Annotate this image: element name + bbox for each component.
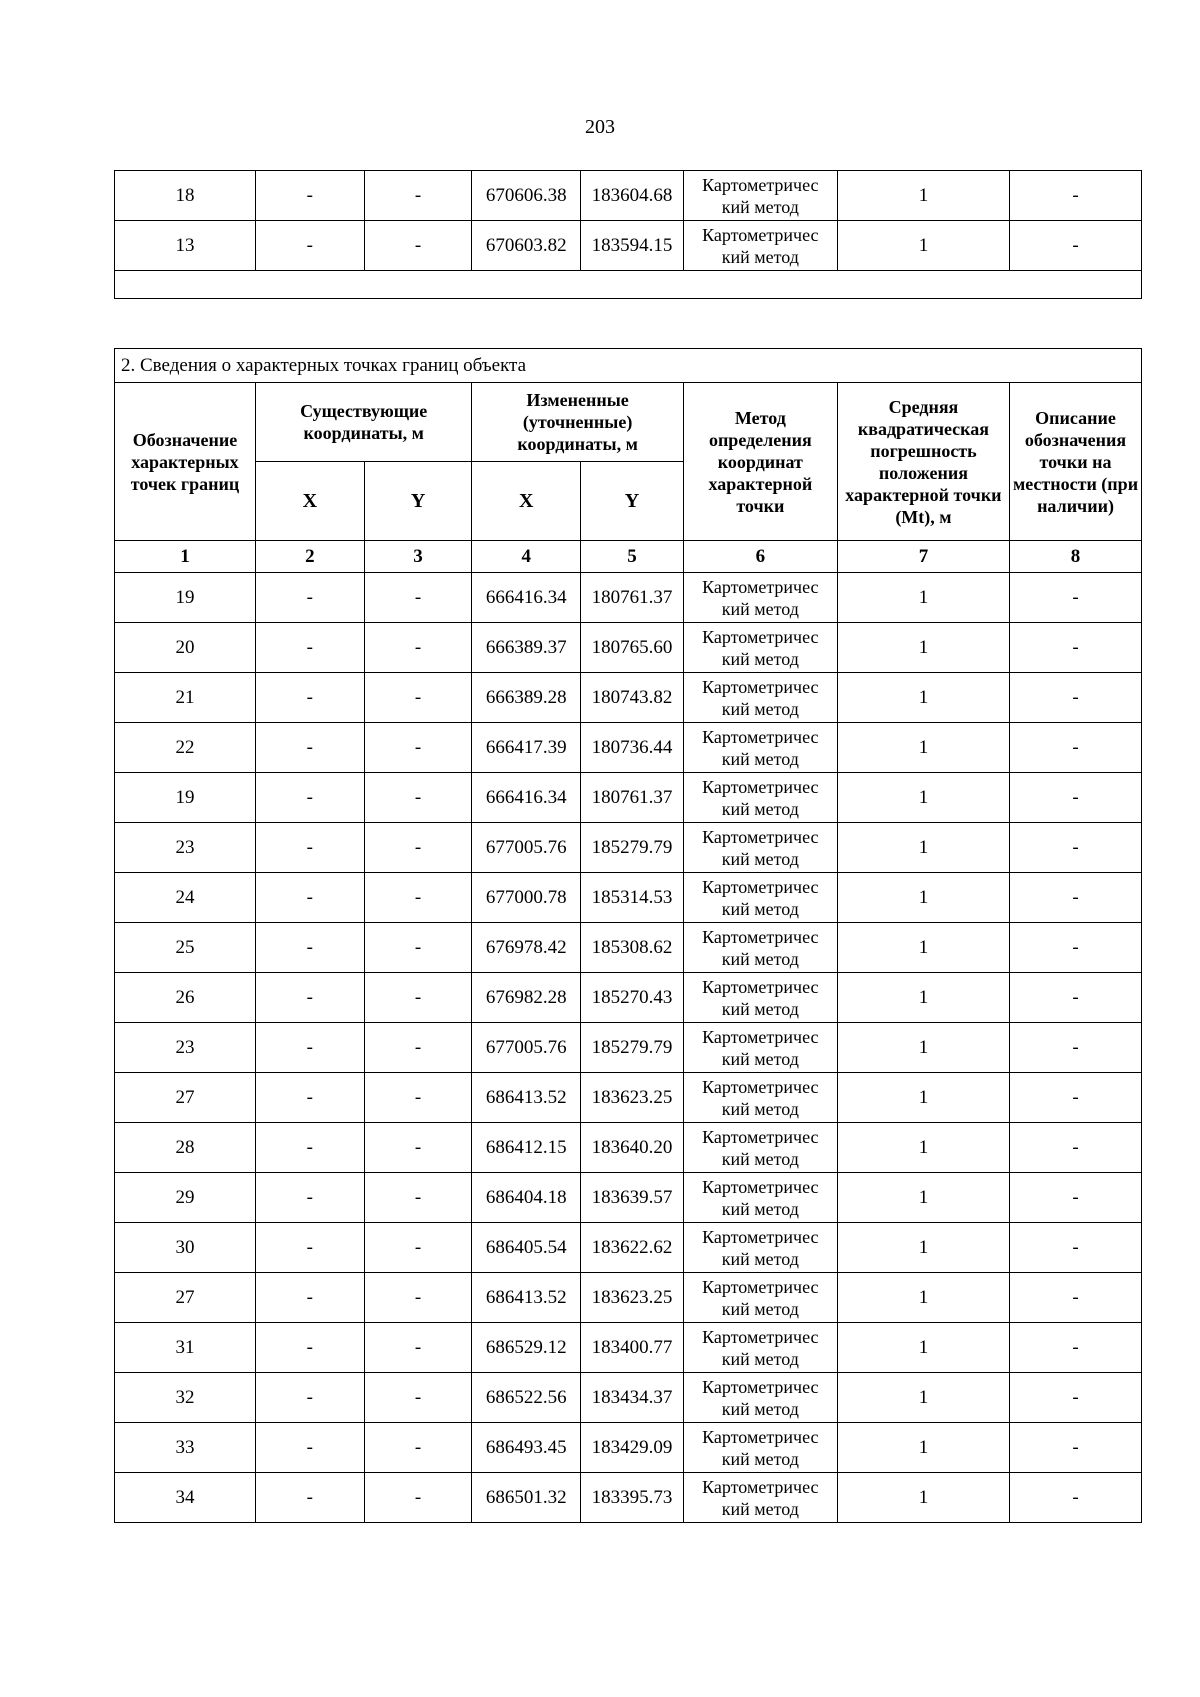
- table-row: [115, 1273, 1142, 1323]
- method-line: Картометричес: [702, 776, 819, 797]
- existing-y-cell: -: [364, 1423, 472, 1473]
- existing-y-cell: -: [364, 723, 472, 773]
- point-cell: 28: [115, 1123, 256, 1173]
- header-changed-coords: Измененные (уточненные) координаты, м: [472, 383, 683, 462]
- changed-y-cell: 185279.79: [581, 1023, 684, 1073]
- method-line: Картометричес: [702, 626, 819, 647]
- page-number: 203: [585, 116, 615, 138]
- table-row: [115, 723, 1142, 773]
- point-cell: 32: [115, 1373, 256, 1423]
- method-cell: [683, 773, 837, 823]
- existing-x-cell: -: [255, 1373, 364, 1423]
- method-line: кий метод: [721, 748, 799, 769]
- existing-x-cell: -: [255, 823, 364, 873]
- table-row: [115, 221, 1142, 271]
- changed-y-cell: 183622.62: [581, 1223, 684, 1273]
- existing-x-cell: -: [255, 1173, 364, 1223]
- method-cell: [683, 1373, 837, 1423]
- description-cell: -: [1010, 1473, 1142, 1523]
- existing-y-cell: -: [364, 1323, 472, 1373]
- existing-x-cell: -: [255, 573, 364, 623]
- continuation-empty-row: [115, 271, 1142, 299]
- description-cell: -: [1010, 873, 1142, 923]
- method-line: Картометричес: [702, 676, 819, 697]
- method-line: кий метод: [721, 898, 799, 919]
- header-changed-x: X: [472, 462, 581, 541]
- changed-y-cell: 183395.73: [581, 1473, 684, 1523]
- table-row: [115, 573, 1142, 623]
- existing-y-cell: -: [364, 773, 472, 823]
- existing-y-cell: -: [364, 1023, 472, 1073]
- description-cell: -: [1010, 1123, 1142, 1173]
- changed-x-cell: 686413.52: [472, 1273, 581, 1323]
- method-cell: [683, 623, 837, 673]
- method-line: кий метод: [721, 1348, 799, 1369]
- method-line: Картометричес: [702, 926, 819, 947]
- table-row: [115, 1423, 1142, 1473]
- existing-x-cell: -: [255, 873, 364, 923]
- changed-x-cell: 666417.39: [472, 723, 581, 773]
- point-cell: 29: [115, 1173, 256, 1223]
- existing-x-cell: -: [255, 1223, 364, 1273]
- existing-y-cell: -: [364, 1073, 472, 1123]
- changed-y-cell: 185308.62: [581, 923, 684, 973]
- method-cell: [683, 1173, 837, 1223]
- column-numbers-row: [115, 541, 1142, 573]
- method-cell: [683, 221, 837, 271]
- changed-x-cell: 666416.34: [472, 773, 581, 823]
- mean-error-cell: 1: [837, 1173, 1009, 1223]
- point-cell: 25: [115, 923, 256, 973]
- method-line: кий метод: [721, 598, 799, 619]
- description-cell: -: [1010, 1223, 1142, 1273]
- changed-x-cell: 686413.52: [472, 1073, 581, 1123]
- changed-x-cell: 686493.45: [472, 1423, 581, 1473]
- changed-x-cell: 666389.28: [472, 673, 581, 723]
- description-cell: -: [1010, 973, 1142, 1023]
- table-row: [115, 1323, 1142, 1373]
- header-mean-error: Средняя квадратическая погрешность положения характерной точки (Mt), м: [837, 383, 1009, 541]
- changed-y-cell: 183594.15: [581, 221, 684, 271]
- column-number: 1: [115, 541, 256, 573]
- mean-error-cell: 1: [837, 1073, 1009, 1123]
- point-cell: 19: [115, 773, 256, 823]
- table-row: [115, 1473, 1142, 1523]
- method-line: кий метод: [721, 1398, 799, 1419]
- existing-x-cell: -: [255, 1423, 364, 1473]
- description-cell: -: [1010, 1073, 1142, 1123]
- changed-y-cell: 180761.37: [581, 773, 684, 823]
- method-cell: [683, 873, 837, 923]
- header-changed-y: Y: [581, 462, 684, 541]
- method-line: кий метод: [721, 196, 799, 217]
- existing-y-cell: -: [364, 973, 472, 1023]
- changed-y-cell: 180761.37: [581, 573, 684, 623]
- table-row: [115, 1173, 1142, 1223]
- description-cell: -: [1010, 573, 1142, 623]
- changed-y-cell: 183623.25: [581, 1273, 684, 1323]
- method-line: Картометричес: [702, 976, 819, 997]
- changed-y-cell: 183640.20: [581, 1123, 684, 1173]
- changed-x-cell: 686501.32: [472, 1473, 581, 1523]
- method-cell: [683, 1123, 837, 1173]
- existing-x-cell: -: [255, 723, 364, 773]
- section-title: 2. Сведения о характерных точках границ объекта: [115, 349, 1142, 383]
- changed-x-cell: 676978.42: [472, 923, 581, 973]
- method-line: кий метод: [721, 698, 799, 719]
- method-cell: [683, 1073, 837, 1123]
- method-line: Картометричес: [702, 1026, 819, 1047]
- existing-y-cell: -: [364, 573, 472, 623]
- changed-y-cell: 183400.77: [581, 1323, 684, 1373]
- method-cell: [683, 823, 837, 873]
- method-line: кий метод: [721, 1098, 799, 1119]
- description-cell: -: [1010, 1023, 1142, 1073]
- boundary-points-table: [114, 348, 1142, 1523]
- table-row: [115, 923, 1142, 973]
- header-method: Метод определения координат характерной точки: [683, 383, 837, 541]
- point-cell: 21: [115, 673, 256, 723]
- existing-x-cell: -: [255, 1273, 364, 1323]
- changed-x-cell: 686404.18: [472, 1173, 581, 1223]
- section-title-row: [115, 349, 1142, 383]
- method-line: Картометричес: [702, 1126, 819, 1147]
- existing-y-cell: -: [364, 1473, 472, 1523]
- method-line: кий метод: [721, 998, 799, 1019]
- existing-y-cell: -: [364, 1123, 472, 1173]
- method-cell: [683, 1323, 837, 1373]
- existing-y-cell: -: [364, 171, 472, 221]
- existing-x-cell: -: [255, 673, 364, 723]
- mean-error-cell: 1: [837, 873, 1009, 923]
- method-line: кий метод: [721, 1298, 799, 1319]
- existing-y-cell: -: [364, 923, 472, 973]
- point-cell: 27: [115, 1073, 256, 1123]
- point-cell: 24: [115, 873, 256, 923]
- method-line: Картометричес: [702, 826, 819, 847]
- description-cell: -: [1010, 1323, 1142, 1373]
- point-cell: 20: [115, 623, 256, 673]
- mean-error-cell: 1: [837, 1423, 1009, 1473]
- changed-x-cell: 686412.15: [472, 1123, 581, 1173]
- changed-x-cell: 670603.82: [472, 221, 581, 271]
- description-cell: -: [1010, 1273, 1142, 1323]
- table-row: [115, 623, 1142, 673]
- description-cell: -: [1010, 171, 1142, 221]
- method-line: кий метод: [721, 1248, 799, 1269]
- existing-y-cell: -: [364, 1173, 472, 1223]
- existing-x-cell: -: [255, 973, 364, 1023]
- method-cell: [683, 673, 837, 723]
- point-cell: 34: [115, 1473, 256, 1523]
- table-row: [115, 1073, 1142, 1123]
- mean-error-cell: 1: [837, 673, 1009, 723]
- changed-x-cell: 670606.38: [472, 171, 581, 221]
- table-row: [115, 1373, 1142, 1423]
- header-existing-coords: Существующие координаты, м: [255, 383, 471, 462]
- method-line: Картометричес: [702, 1276, 819, 1297]
- existing-x-cell: -: [255, 623, 364, 673]
- point-cell: 30: [115, 1223, 256, 1273]
- mean-error-cell: 1: [837, 623, 1009, 673]
- existing-y-cell: -: [364, 221, 472, 271]
- point-cell: 22: [115, 723, 256, 773]
- method-cell: [683, 573, 837, 623]
- continuation-table: [114, 170, 1142, 299]
- changed-y-cell: 183434.37: [581, 1373, 684, 1423]
- mean-error-cell: 1: [837, 1023, 1009, 1073]
- existing-y-cell: -: [364, 873, 472, 923]
- existing-y-cell: -: [364, 1223, 472, 1273]
- description-cell: -: [1010, 1173, 1142, 1223]
- mean-error-cell: 1: [837, 1323, 1009, 1373]
- mean-error-cell: 1: [837, 1273, 1009, 1323]
- changed-x-cell: 666389.37: [472, 623, 581, 673]
- method-line: Картометричес: [702, 576, 819, 597]
- header-existing-y: Y: [364, 462, 472, 541]
- changed-x-cell: 677005.76: [472, 1023, 581, 1073]
- existing-x-cell: -: [255, 1323, 364, 1373]
- header-row: [115, 383, 1142, 462]
- method-line: кий метод: [721, 1498, 799, 1519]
- changed-x-cell: 677005.76: [472, 823, 581, 873]
- mean-error-cell: 1: [837, 221, 1009, 271]
- table-row: [115, 873, 1142, 923]
- mean-error-cell: 1: [837, 573, 1009, 623]
- description-cell: -: [1010, 923, 1142, 973]
- method-line: кий метод: [721, 1148, 799, 1169]
- method-cell: [683, 171, 837, 221]
- description-cell: -: [1010, 723, 1142, 773]
- method-cell: [683, 923, 837, 973]
- method-cell: [683, 1273, 837, 1323]
- changed-y-cell: 183623.25: [581, 1073, 684, 1123]
- existing-y-cell: -: [364, 1373, 472, 1423]
- mean-error-cell: 1: [837, 823, 1009, 873]
- changed-y-cell: 180743.82: [581, 673, 684, 723]
- mean-error-cell: 1: [837, 1223, 1009, 1273]
- point-cell: 27: [115, 1273, 256, 1323]
- mean-error-cell: 1: [837, 723, 1009, 773]
- changed-y-cell: 185314.53: [581, 873, 684, 923]
- changed-y-cell: 183639.57: [581, 1173, 684, 1223]
- column-number: 2: [255, 541, 364, 573]
- existing-x-cell: -: [255, 221, 364, 271]
- table-row: [115, 1123, 1142, 1173]
- method-cell: [683, 723, 837, 773]
- table-row: [115, 1023, 1142, 1073]
- existing-x-cell: -: [255, 923, 364, 973]
- changed-y-cell: 183604.68: [581, 171, 684, 221]
- method-line: Картометричес: [702, 1376, 819, 1397]
- header-existing-x: X: [255, 462, 364, 541]
- point-cell: 18: [115, 171, 256, 221]
- existing-x-cell: -: [255, 1023, 364, 1073]
- method-line: кий метод: [721, 1448, 799, 1469]
- changed-y-cell: 180736.44: [581, 723, 684, 773]
- header-point-designation: Обозначение характерных точек границ: [115, 383, 256, 541]
- method-line: Картометричес: [702, 1426, 819, 1447]
- method-line: кий метод: [721, 246, 799, 267]
- changed-x-cell: 677000.78: [472, 873, 581, 923]
- column-number: 3: [364, 541, 472, 573]
- point-cell: 13: [115, 221, 256, 271]
- table-row: [115, 1223, 1142, 1273]
- column-number: 5: [581, 541, 684, 573]
- method-line: Картометричес: [702, 1226, 819, 1247]
- continuation-table-body: [115, 171, 1142, 271]
- table-row: [115, 823, 1142, 873]
- changed-y-cell: 183429.09: [581, 1423, 684, 1473]
- point-cell: 33: [115, 1423, 256, 1473]
- column-number: 6: [683, 541, 837, 573]
- existing-y-cell: -: [364, 823, 472, 873]
- method-cell: [683, 973, 837, 1023]
- method-cell: [683, 1023, 837, 1073]
- column-number: 8: [1010, 541, 1142, 573]
- changed-y-cell: 180765.60: [581, 623, 684, 673]
- method-cell: [683, 1423, 837, 1473]
- table-row: [115, 171, 1142, 221]
- method-line: кий метод: [721, 948, 799, 969]
- mean-error-cell: 1: [837, 773, 1009, 823]
- method-line: Картометричес: [702, 1076, 819, 1097]
- changed-y-cell: 185279.79: [581, 823, 684, 873]
- description-cell: -: [1010, 823, 1142, 873]
- method-line: Картометричес: [702, 1326, 819, 1347]
- mean-error-cell: 1: [837, 973, 1009, 1023]
- method-line: кий метод: [721, 798, 799, 819]
- boundary-points-body: [115, 573, 1142, 1523]
- changed-x-cell: 666416.34: [472, 573, 581, 623]
- description-cell: -: [1010, 1373, 1142, 1423]
- point-cell: 31: [115, 1323, 256, 1373]
- method-line: кий метод: [721, 648, 799, 669]
- changed-x-cell: 676982.28: [472, 973, 581, 1023]
- description-cell: -: [1010, 1423, 1142, 1473]
- header-description: Описание обозначения точки на местности (при наличии): [1010, 383, 1142, 541]
- existing-y-cell: -: [364, 623, 472, 673]
- table-row: [115, 673, 1142, 723]
- existing-x-cell: -: [255, 1473, 364, 1523]
- changed-x-cell: 686529.12: [472, 1323, 581, 1373]
- method-line: кий метод: [721, 848, 799, 869]
- mean-error-cell: 1: [837, 1123, 1009, 1173]
- existing-x-cell: -: [255, 171, 364, 221]
- method-line: Картометричес: [702, 1176, 819, 1197]
- table-row: [115, 973, 1142, 1023]
- method-line: кий метод: [721, 1198, 799, 1219]
- method-line: кий метод: [721, 1048, 799, 1069]
- existing-y-cell: -: [364, 1273, 472, 1323]
- description-cell: -: [1010, 623, 1142, 673]
- method-line: Картометричес: [702, 174, 819, 195]
- existing-x-cell: -: [255, 1123, 364, 1173]
- column-number: 7: [837, 541, 1009, 573]
- mean-error-cell: 1: [837, 1373, 1009, 1423]
- empty-cell: [115, 271, 1142, 299]
- changed-x-cell: 686522.56: [472, 1373, 581, 1423]
- point-cell: 26: [115, 973, 256, 1023]
- mean-error-cell: 1: [837, 171, 1009, 221]
- changed-y-cell: 185270.43: [581, 973, 684, 1023]
- method-line: Картометричес: [702, 726, 819, 747]
- table-row: [115, 773, 1142, 823]
- method-line: Картометричес: [702, 876, 819, 897]
- column-number: 4: [472, 541, 581, 573]
- method-cell: [683, 1473, 837, 1523]
- existing-x-cell: -: [255, 773, 364, 823]
- method-cell: [683, 1223, 837, 1273]
- method-line: Картометричес: [702, 224, 819, 245]
- existing-y-cell: -: [364, 673, 472, 723]
- point-cell: 23: [115, 823, 256, 873]
- mean-error-cell: 1: [837, 1473, 1009, 1523]
- mean-error-cell: 1: [837, 923, 1009, 973]
- description-cell: -: [1010, 773, 1142, 823]
- description-cell: -: [1010, 221, 1142, 271]
- changed-x-cell: 686405.54: [472, 1223, 581, 1273]
- method-line: Картометричес: [702, 1476, 819, 1497]
- existing-x-cell: -: [255, 1073, 364, 1123]
- point-cell: 23: [115, 1023, 256, 1073]
- point-cell: 19: [115, 573, 256, 623]
- description-cell: -: [1010, 673, 1142, 723]
